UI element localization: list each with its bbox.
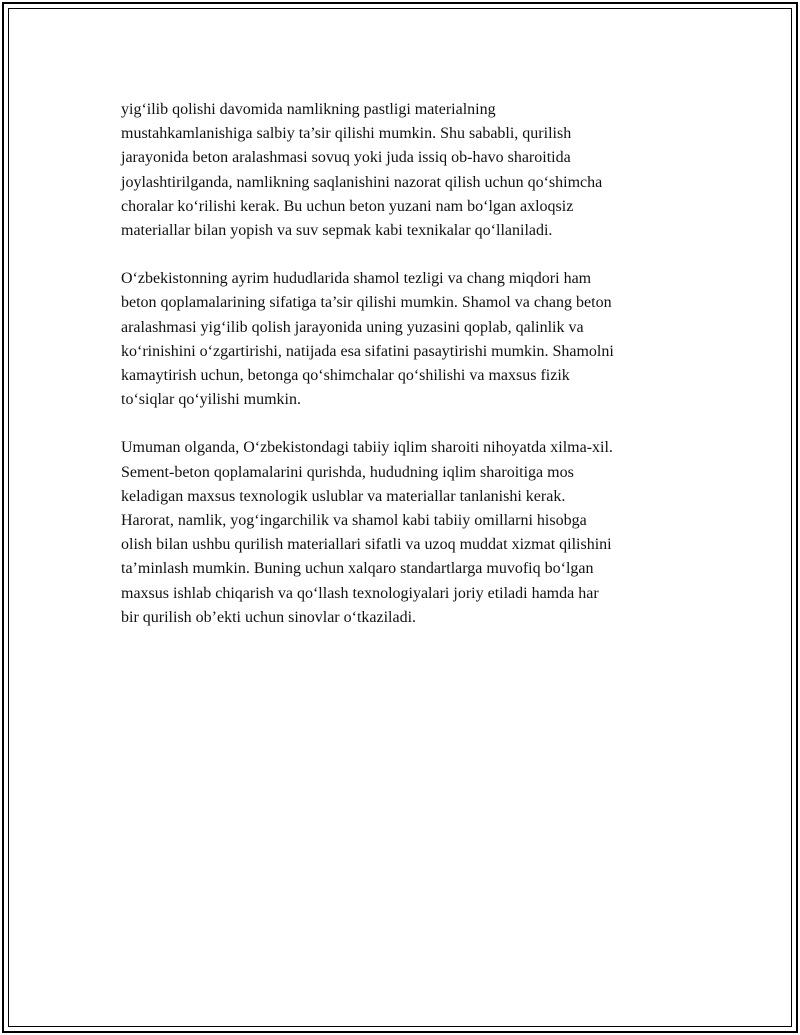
text-line: beton qoplamalarining sifatiga ta’sir qilishi mumkin. Shamol va chang beton	[121, 294, 612, 312]
document-body	[121, 98, 701, 654]
text-line: O‘zbekistonning ayrim hududlarida shamol tezligi va chang miqdori ham	[121, 270, 592, 288]
text-line: keladigan maxsus texnologik uslublar va materiallar tanlanishi kerak.	[121, 487, 566, 505]
page-frame	[2, 2, 798, 1033]
text-line: olish bilan ushbu qurilish materiallari sifatli va uzoq muddat xizmat qilishini	[121, 536, 612, 554]
text-line: aralashmasi yig‘ilib qolish jarayonida uning yuzasini qoplab, qalinlik va	[121, 318, 584, 336]
text-line: materiallar bilan yopish va suv sepmak kabi texnikalar qo‘llaniladi.	[121, 222, 553, 240]
text-line: choralar ko‘rilishi kerak. Bu uchun beton yuzani nam bo‘lgan axloqsiz	[121, 197, 574, 215]
text-line: joylashtirilganda, namlikning saqlanishini nazorat qilish uchun qo‘shimcha	[121, 173, 603, 191]
text-line: maxsus ishlab chiqarish va qo‘llash texnologiyalari joriy etiladi hamda har	[121, 584, 599, 602]
paragraph-2	[121, 267, 701, 412]
text-line: ko‘rinishini o‘zgartirishi, natijada esa sifatini pasaytirishi mumkin. Shamolni	[121, 342, 614, 360]
text-line: Umuman olganda, O‘zbekistondagi tabiiy iqlim sharoiti nihoyatda xilma-xil.	[121, 439, 613, 457]
text-line: bir qurilish ob’ekti uchun sinovlar o‘tkaziladi.	[121, 608, 417, 626]
text-line: yig‘ilib qolishi davomida namlikning pastligi materialning	[121, 101, 496, 118]
text-line: jarayonida beton aralashmasi sovuq yoki juda issiq ob-havo sharoitida	[121, 149, 571, 167]
text-line: Harorat, namlik, yog‘ingarchilik va shamol kabi tabiiy omillarni hisobga	[121, 512, 587, 530]
text-line: ta’minlash mumkin. Buning uchun xalqaro standartlarga muvofiq bo‘lgan	[121, 560, 594, 578]
text-line: to‘siqlar qo‘yilishi mumkin.	[121, 391, 301, 409]
text-line: Sement-beton qoplamalarini qurishda, hududning iqlim sharoitiga mos	[121, 463, 574, 481]
paragraph-3	[121, 436, 701, 630]
text-line: kamaytirish uchun, betonga qo‘shimchalar qo‘shilishi va maxsus fizik	[121, 367, 570, 385]
paragraph-1	[121, 98, 701, 243]
text-line: mustahkamlanishiga salbiy ta’sir qilishi mumkin. Shu sababli, qurilish	[121, 125, 572, 143]
